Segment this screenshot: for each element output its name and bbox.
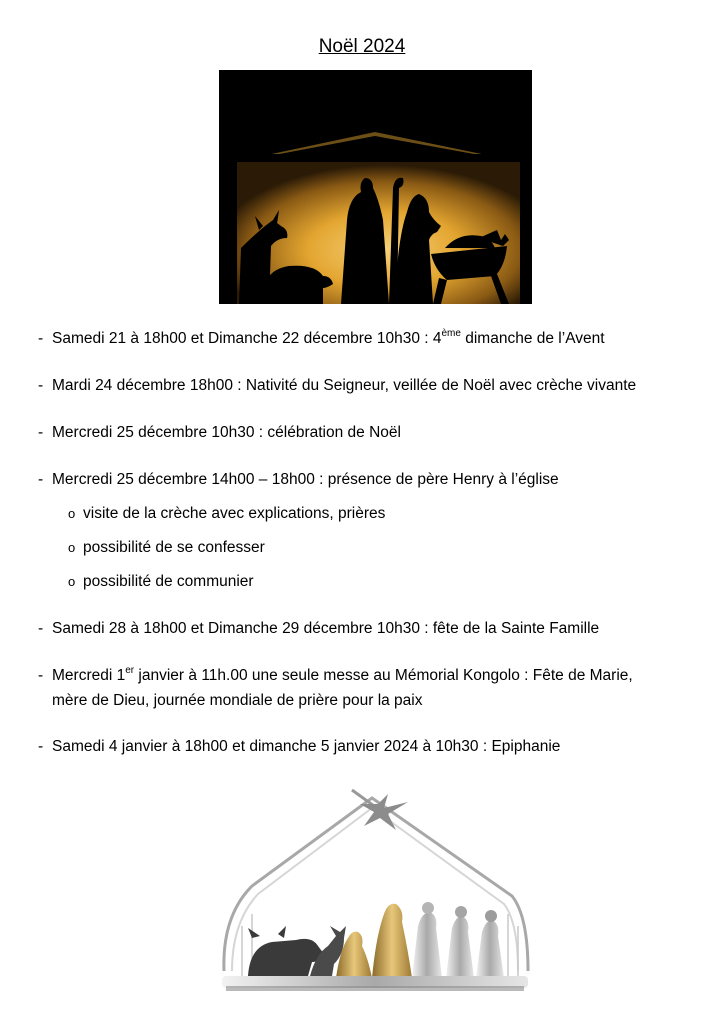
sub-item-text: possibilité de se confesser <box>83 539 265 556</box>
bullet-icon: o <box>68 574 76 589</box>
item-text: Samedi 28 à 18h00 et Dimanche 29 décembre 10h30 : fête de la Sainte Famille <box>52 620 600 637</box>
list-dash: - <box>38 667 44 684</box>
list-dash: - <box>38 377 44 394</box>
nativity-silhouette-image <box>219 70 532 304</box>
item-text: Mercredi 25 décembre 10h30 : célébration de Noël <box>52 424 401 441</box>
sub-item-text: possibilité de communier <box>83 573 254 590</box>
page-title: Noël 2024 <box>318 36 406 57</box>
list-dash: - <box>38 330 44 347</box>
sub-list-item <box>68 535 265 560</box>
superscript: ème <box>441 328 461 339</box>
bullet-icon: o <box>68 540 76 555</box>
item-text: Mardi 24 décembre 18h00 : Nativité du Seigneur, veillée de Noël avec crèche vivante <box>52 377 637 394</box>
list-dash: - <box>38 424 44 441</box>
superscript: er <box>125 665 135 676</box>
item-text-line2: mère de Dieu, journée mondiale de prière pour la paix <box>52 692 423 709</box>
item-text-continued: janvier à 11h.00 une seule messe au Mémorial Kongolo : Fête de Marie, <box>134 667 633 684</box>
sub-item-text: visite de la crèche avec explications, prières <box>83 505 386 522</box>
list-dash: - <box>38 471 44 488</box>
sub-list-item <box>68 569 254 594</box>
item-text: Samedi 4 janvier à 18h00 et dimanche 5 janvier 2024 à 10h30 : Epiphanie <box>52 738 561 755</box>
list-dash: - <box>38 738 44 755</box>
list-dash: - <box>38 620 44 637</box>
sub-list-item <box>68 501 385 526</box>
item-text: Mercredi 1 <box>52 667 126 684</box>
item-text: Mercredi 25 décembre 14h00 – 18h00 : présence de père Henry à l’église <box>52 471 559 488</box>
item-text: Samedi 21 à 18h00 et Dimanche 22 décembre 10h30 : 4 <box>52 330 442 347</box>
item-text-continued: dimanche de l’Avent <box>460 330 605 347</box>
metal-creche-image <box>212 786 537 1001</box>
bullet-icon: o <box>68 506 76 521</box>
